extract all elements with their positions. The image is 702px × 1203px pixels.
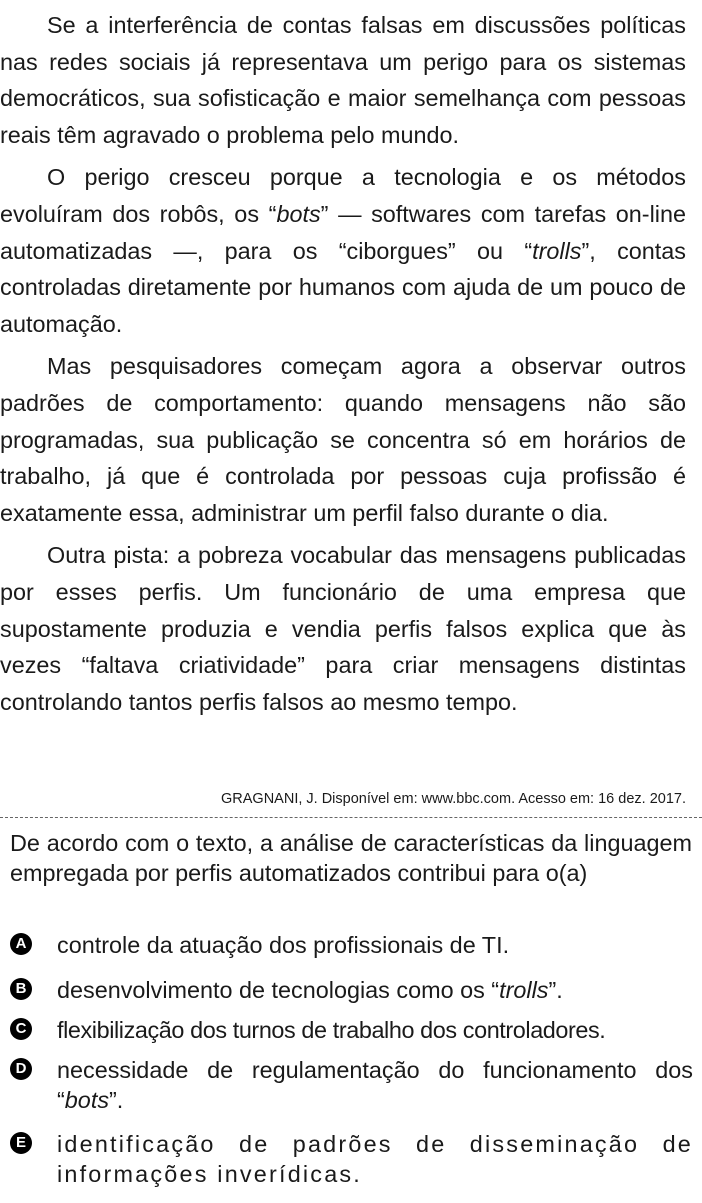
option-b-text-2: ”. bbox=[548, 977, 563, 1003]
option-a-badge: A bbox=[10, 933, 32, 955]
option-b-italic: trolls bbox=[499, 977, 549, 1003]
dashed-divider bbox=[0, 817, 702, 818]
p2-italic-trolls: trolls bbox=[532, 237, 582, 264]
option-e-text: identificação de padrões de disseminação de informações inverídicas. bbox=[57, 1131, 693, 1187]
option-b-text-1: desenvolvimento de tecnologias como os “ bbox=[57, 977, 500, 1003]
option-d-badge: D bbox=[10, 1058, 32, 1080]
option-d-text-2: ”. bbox=[109, 1087, 124, 1113]
option-d-text bbox=[57, 1055, 693, 1115]
option-d-italic: bots bbox=[64, 1087, 110, 1113]
option-b-badge: B bbox=[10, 978, 32, 1000]
p2-text-2: ” — softwares com tarefas on-line automatizadas —, para os “ciborgues” ou “ bbox=[0, 200, 686, 264]
p2-text-1: O perigo cresceu porque a tecnologia e os métodos evoluíram dos robôs, os “ bbox=[0, 164, 686, 227]
passage-paragraph-2 bbox=[0, 159, 686, 342]
option-e-badge: E bbox=[10, 1132, 32, 1154]
question-stem: De acordo com o texto, a análise de características da linguagem empregada por perfis automatizados contribui para o(a) bbox=[10, 830, 692, 886]
p2-text-3: ”, contas controladas diretamente por humanos com ajuda de um pouco de automação. bbox=[0, 237, 686, 337]
option-a-text: controle da atuação dos profissionais de TI. bbox=[57, 932, 510, 958]
option-c-text: flexibilização dos turnos de trabalho dos controladores. bbox=[57, 1017, 606, 1043]
passage-paragraph-4: Outra pista: a pobreza vocabular das mensagens publicadas por esses perfis. Um funcionário de uma empresa que supostamente produzia e vendia perfis falsos explica que às vezes “faltava criatividade” para criar mensagens distintas controlando tantos perfis falsos ao mesmo tempo. bbox=[0, 542, 686, 715]
p2-italic-bots: bots bbox=[276, 200, 321, 227]
option-d-text-1: necessidade de regulamentação do funcionamento dos “ bbox=[57, 1057, 693, 1113]
option-c-badge: C bbox=[10, 1018, 32, 1040]
option-b-text bbox=[57, 975, 693, 1005]
passage-text bbox=[0, 7, 686, 720]
source-citation: GRAGNANI, J. Disponível em: www.bbc.com. Acesso em: 16 dez. 2017. bbox=[221, 791, 686, 807]
passage-paragraph-1: Se a interferência de contas falsas em discussões políticas nas redes sociais já representava um perigo para os sistemas democráticos, sua sofisticação e maior semelhança com pessoas reais têm agravado o problema pelo mundo. bbox=[0, 12, 686, 148]
passage-paragraph-3: Mas pesquisadores começam agora a observar outros padrões de comportamento: quando mensagens não são programadas, sua publicação se concentra só em horários de trabalho, já que é controlada por pessoas cuja profissão é exatamente essa, administrar um perfil falso durante o dia. bbox=[0, 353, 686, 526]
